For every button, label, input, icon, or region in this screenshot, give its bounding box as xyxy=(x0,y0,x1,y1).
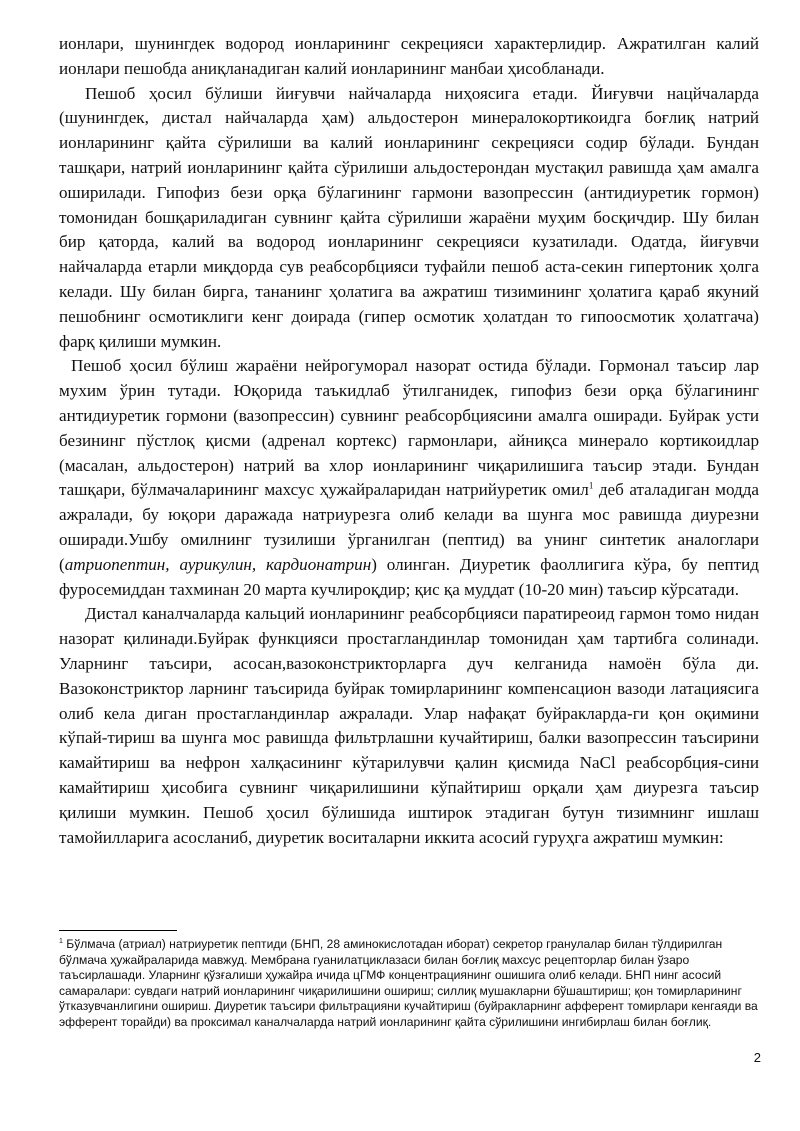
footnote-separator xyxy=(59,930,177,931)
footnote-marker: 1 xyxy=(59,937,63,945)
page-number: 2 xyxy=(753,1050,761,1065)
paragraph-4: Дистал каналчаларда кальций ионларининг реабсорбцияси паратиреоид гармон томо нидан назорат қилинади.Буйрак функцияси простагландинлар томонидан ҳам тартибга солинади. Уларнинг таъсири, асосан,вазоконстрикторларга дуч келганида намоён бўла ди. Вазоконстриктор ларнинг таъсирида буйрак томирларининг компенсацион вазоди латациясига олиб кела диган простагландинлар ажралади. Улар нафақат буйракларда-ги қон оқимини кўпай-тириш ва шунга мос равишда фильтрлашни кучайтириш, балки вазопрессин таъсирини камайтириш ва нефрон халқасининг кўтарилувчи қалин қисмида NaCl реабсорбция-сини камайтириш ҳисобига сувнинг чиқарилишини кўпайтириш орқали ҳам диурезга таъсир қилиши мумкин. Пешоб ҳосил бўлишида иштирок этадиган бутун тизимнинг ишлаш тамойилларига асосланиб, диуретик воситаларни иккита асосий гуруҳга ажратиш мумкин: xyxy=(59,604,759,847)
paragraph-2: Пешоб ҳосил бўлиши йиғувчи найчаларда ниҳоясига етади. Йиғувчи нацйчаларда (шунингдек, дистал найчаларда ҳам) альдостерон минералокортикоидга боғлиқ натрий ионларининг қайта сўрилиши ва калий ионларининг секрецияси содир бўлади. Бундан ташқари, натрий ионларининг қайта сўрилиши альдостерондан мустақил равишда ҳам амалга оширилади. Гипофиз бези орқа бўлагининг гармони вазопрессин (антидиуретик гормон) томонидан бошқариладиган сувнинг қайта сўрилиши жараёни муҳим босқичдир. Шу билан бир қаторда, калий ва водород ионларининг секрецияси кузатилади. Одатда, йиғувчи найчаларда етарли миқдорда сув реабсорбцияси туфайли пешоб аста-секин гипертоник ҳолга келади. Шу билан бирга, тананинг ҳолатига ва ажратиш тизимининг ҳолатига қараб якуний пешобнинг осмотиклиги кенг доирада (гипер осмотик ҳолатдан то гипоосмотик ҳолатгача) фарқ қилиши мумкин. xyxy=(59,83,759,351)
paragraph-3-part-a: Пешоб ҳосил бўлиш жараёни нейрогуморал назорат остида бўлади. Гормонал таъсир лар мухим ўрин тутади. Юқорида таъкидлаб ўтилганидек, гипофиз бези орқа бўлагининг антидиуретик гормони (вазопрессин) сувнинг реабсорбциясини амалга оширади. Буйрак усти безининг пўстлоқ қисми (адренал кортекс) гармонлари, айниқса минерало кортикоидлар (масалан, альдостерон) натрий ва хлор ионларининг чиқарилишига таъсир этади. Бундан ташқари, бўлмачаларининг махсус ҳужайраларидан натрийуретик омил xyxy=(59,356,759,500)
footnote-text: Бўлмача (атриал) натриуретик пептиди (БНП, 28 аминокислотадан иборат) секретор гранулалар билан тўлдирилган бўлмача ҳужайраларида мавжуд. Мембрана гуанилатциклазаси билан боғлиқ махсус рецепторлар билан ўзаро таъсирлашади. Уларнинг қўзғалиши ҳужайра ичида цГМФ концентрациянинг ошишига олиб келади. БНП нинг асосий самаралари: сувдаги натрий ионларининг чиқарилишини ошириш; силлиқ мушакларни бўшаштириш; қон томирларининг ўтказувчанлигини ошириш. Диуретик таъсири фильтрацияни кучайтириш (буйракларнинг афферент томирлари кенгаяди ва эфферент торайди) ва проксимал каналчаларда натрий ионларининг қайта сўрилишини ингибирлаш билан боғлиқ. xyxy=(59,937,758,1029)
paragraph-1: ионлари, шунингдек водород ионларининг секрецияси характерлидир. Ажратилган калий ионлари пешобда аниқланадиган калий ионларининг манбаи ҳисобланади. xyxy=(59,34,759,78)
paragraph-3-part-c: ) олинган. Диуретик фаоллигига кўра, бу пептид фуросемиддан тахминан 20 марта кучлироқдир; қис қа муддат (10-20 мин) таъсир кўрсатади. xyxy=(59,554,759,599)
footnote-reference: 1 xyxy=(588,480,594,491)
paragraph-3 xyxy=(59,354,759,602)
paragraph-3-italic-names: атриопептин, аурикулин, кардионатрин xyxy=(64,554,372,574)
footnote xyxy=(59,937,767,1030)
paragraph-3-part-b: деб аталадиган модда ажралади, бу юқори даражада натриурезга олиб келади ва шунга мос равишда диурезни оширади.Ушбу омилнинг тузилиши ўрганилган (пептид) ва унинг синтетик аналоглари ( xyxy=(59,480,759,574)
body-text xyxy=(59,32,759,850)
